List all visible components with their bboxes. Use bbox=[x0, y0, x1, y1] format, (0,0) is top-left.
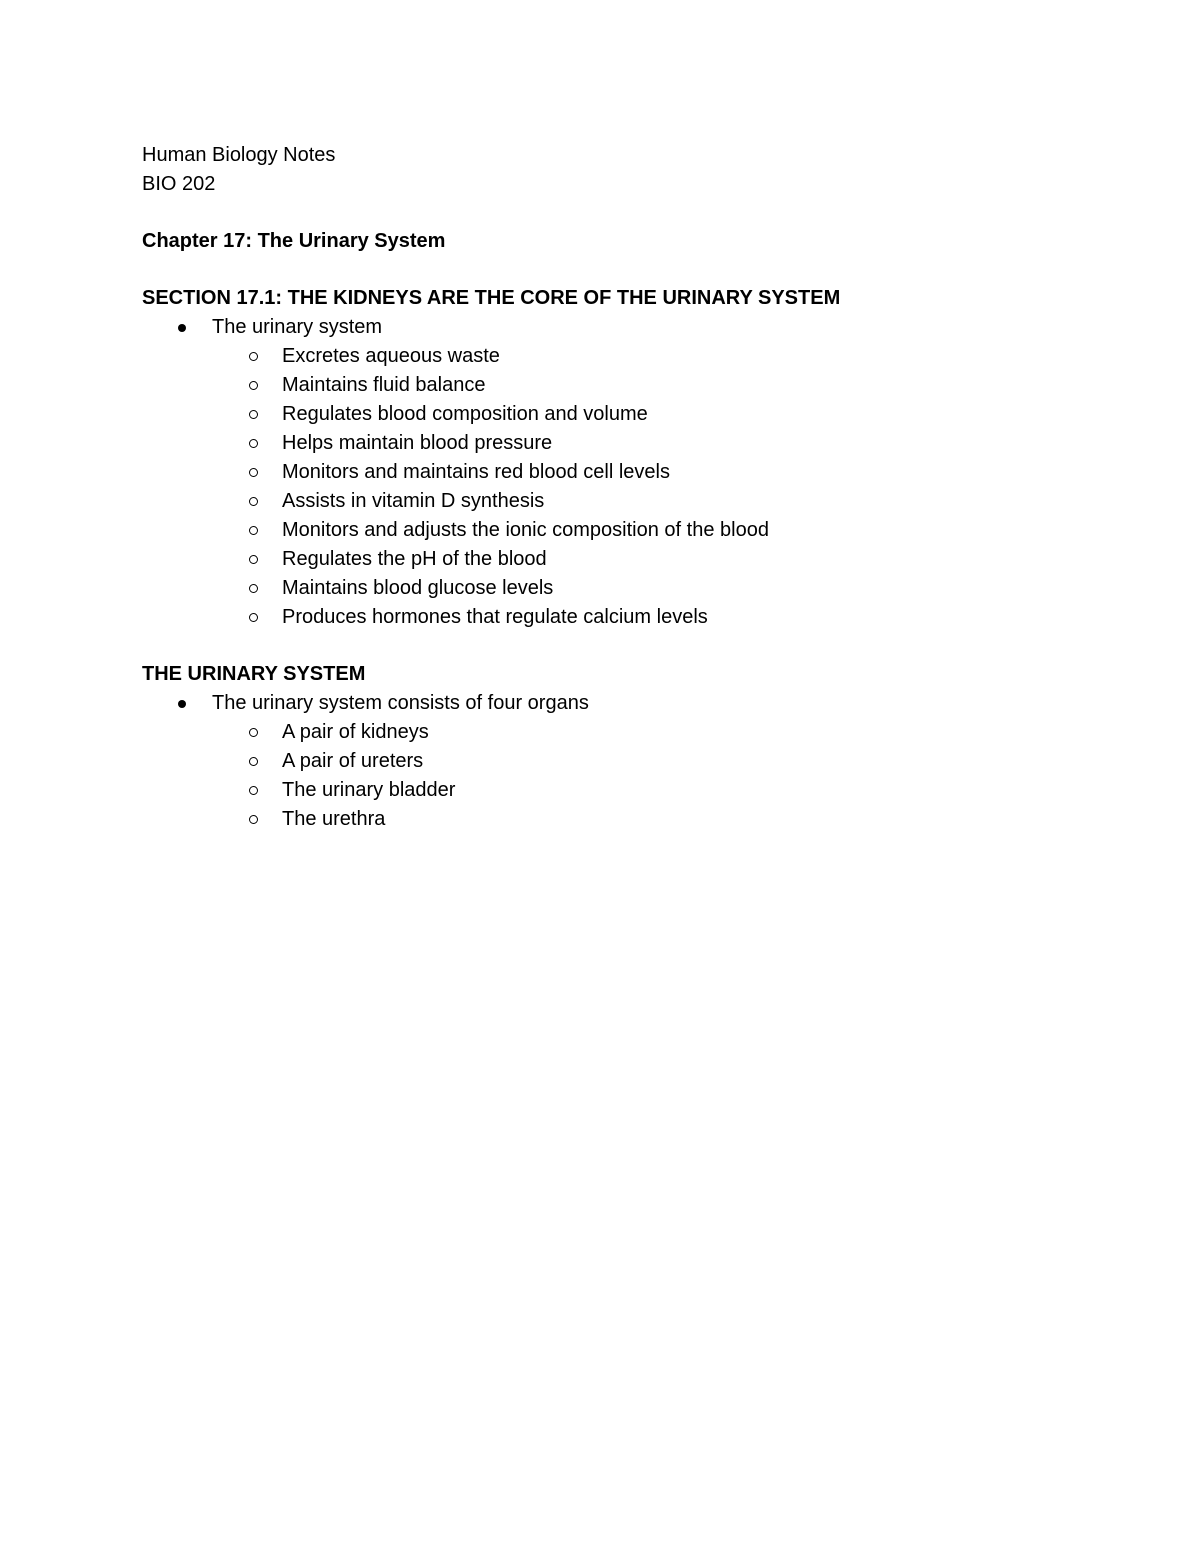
section-kidneys bbox=[142, 284, 1062, 632]
sub-list-item bbox=[142, 747, 1062, 776]
sub-list-item bbox=[142, 342, 1062, 371]
section-heading: SECTION 17.1: THE KIDNEYS ARE THE CORE OF THE URINARY SYSTEM bbox=[142, 287, 841, 309]
document-body bbox=[142, 141, 1062, 834]
sub-list-item bbox=[142, 718, 1062, 747]
sub-list-item bbox=[142, 429, 1062, 458]
sub-list-item-text: Excretes aqueous waste bbox=[282, 345, 500, 367]
sub-list-item bbox=[142, 516, 1062, 545]
hollow-bullet-icon bbox=[249, 728, 258, 737]
list-item bbox=[142, 313, 1062, 342]
hollow-bullet-icon bbox=[249, 613, 258, 622]
sub-list-item-text: The urethra bbox=[282, 808, 386, 830]
filled-bullet-icon bbox=[178, 700, 186, 708]
hollow-bullet-icon bbox=[249, 526, 258, 535]
sub-list-item-text: Monitors and adjusts the ionic composition of the blood bbox=[282, 519, 769, 541]
spacer bbox=[142, 256, 1062, 284]
bullet-list bbox=[142, 689, 1062, 834]
hollow-bullet-icon bbox=[249, 468, 258, 477]
sub-list-item bbox=[142, 574, 1062, 603]
hollow-bullet-icon bbox=[249, 757, 258, 766]
hollow-bullet-icon bbox=[249, 352, 258, 361]
list-item-text: The urinary system bbox=[212, 316, 383, 338]
course-code: BIO 202 bbox=[142, 173, 216, 195]
sub-list-item-text: A pair of ureters bbox=[282, 750, 424, 772]
list-item bbox=[142, 689, 1062, 718]
sub-list-item bbox=[142, 603, 1062, 632]
filled-bullet-icon bbox=[178, 324, 186, 332]
sub-list-item-text: Helps maintain blood pressure bbox=[282, 432, 553, 454]
sub-list-item bbox=[142, 458, 1062, 487]
hollow-bullet-icon bbox=[249, 786, 258, 795]
list-item-text: The urinary system consists of four organs bbox=[212, 692, 589, 714]
sub-list-item-text: Regulates the pH of the blood bbox=[282, 548, 547, 570]
spacer bbox=[142, 199, 1062, 227]
sub-list-item bbox=[142, 487, 1062, 516]
sub-list-item bbox=[142, 371, 1062, 400]
hollow-bullet-icon bbox=[249, 815, 258, 824]
bullet-list bbox=[142, 313, 1062, 632]
sub-list-item-text: The urinary bladder bbox=[282, 779, 456, 801]
spacer bbox=[142, 632, 1062, 660]
sub-list-item-text: Maintains blood glucose levels bbox=[282, 577, 554, 599]
sub-list-item bbox=[142, 545, 1062, 574]
section-heading: THE URINARY SYSTEM bbox=[142, 663, 366, 685]
hollow-bullet-icon bbox=[249, 584, 258, 593]
sub-list-item bbox=[142, 400, 1062, 429]
notes-title: Human Biology Notes bbox=[142, 144, 336, 166]
sub-list-item-text: Maintains fluid balance bbox=[282, 374, 486, 396]
hollow-bullet-icon bbox=[249, 410, 258, 419]
hollow-bullet-icon bbox=[249, 497, 258, 506]
sub-list-item bbox=[142, 776, 1062, 805]
hollow-bullet-icon bbox=[249, 555, 258, 564]
section-urinary-system bbox=[142, 660, 1062, 834]
hollow-bullet-icon bbox=[249, 439, 258, 448]
chapter-title: Chapter 17: The Urinary System bbox=[142, 230, 446, 252]
hollow-bullet-icon bbox=[249, 381, 258, 390]
sub-list-item bbox=[142, 805, 1062, 834]
sub-list-item-text: Regulates blood composition and volume bbox=[282, 403, 648, 425]
sub-list-item-text: A pair of kidneys bbox=[282, 721, 429, 743]
sub-list-item-text: Produces hormones that regulate calcium levels bbox=[282, 606, 708, 628]
sub-list-item-text: Assists in vitamin D synthesis bbox=[282, 490, 545, 512]
sub-list-item-text: Monitors and maintains red blood cell levels bbox=[282, 461, 670, 483]
